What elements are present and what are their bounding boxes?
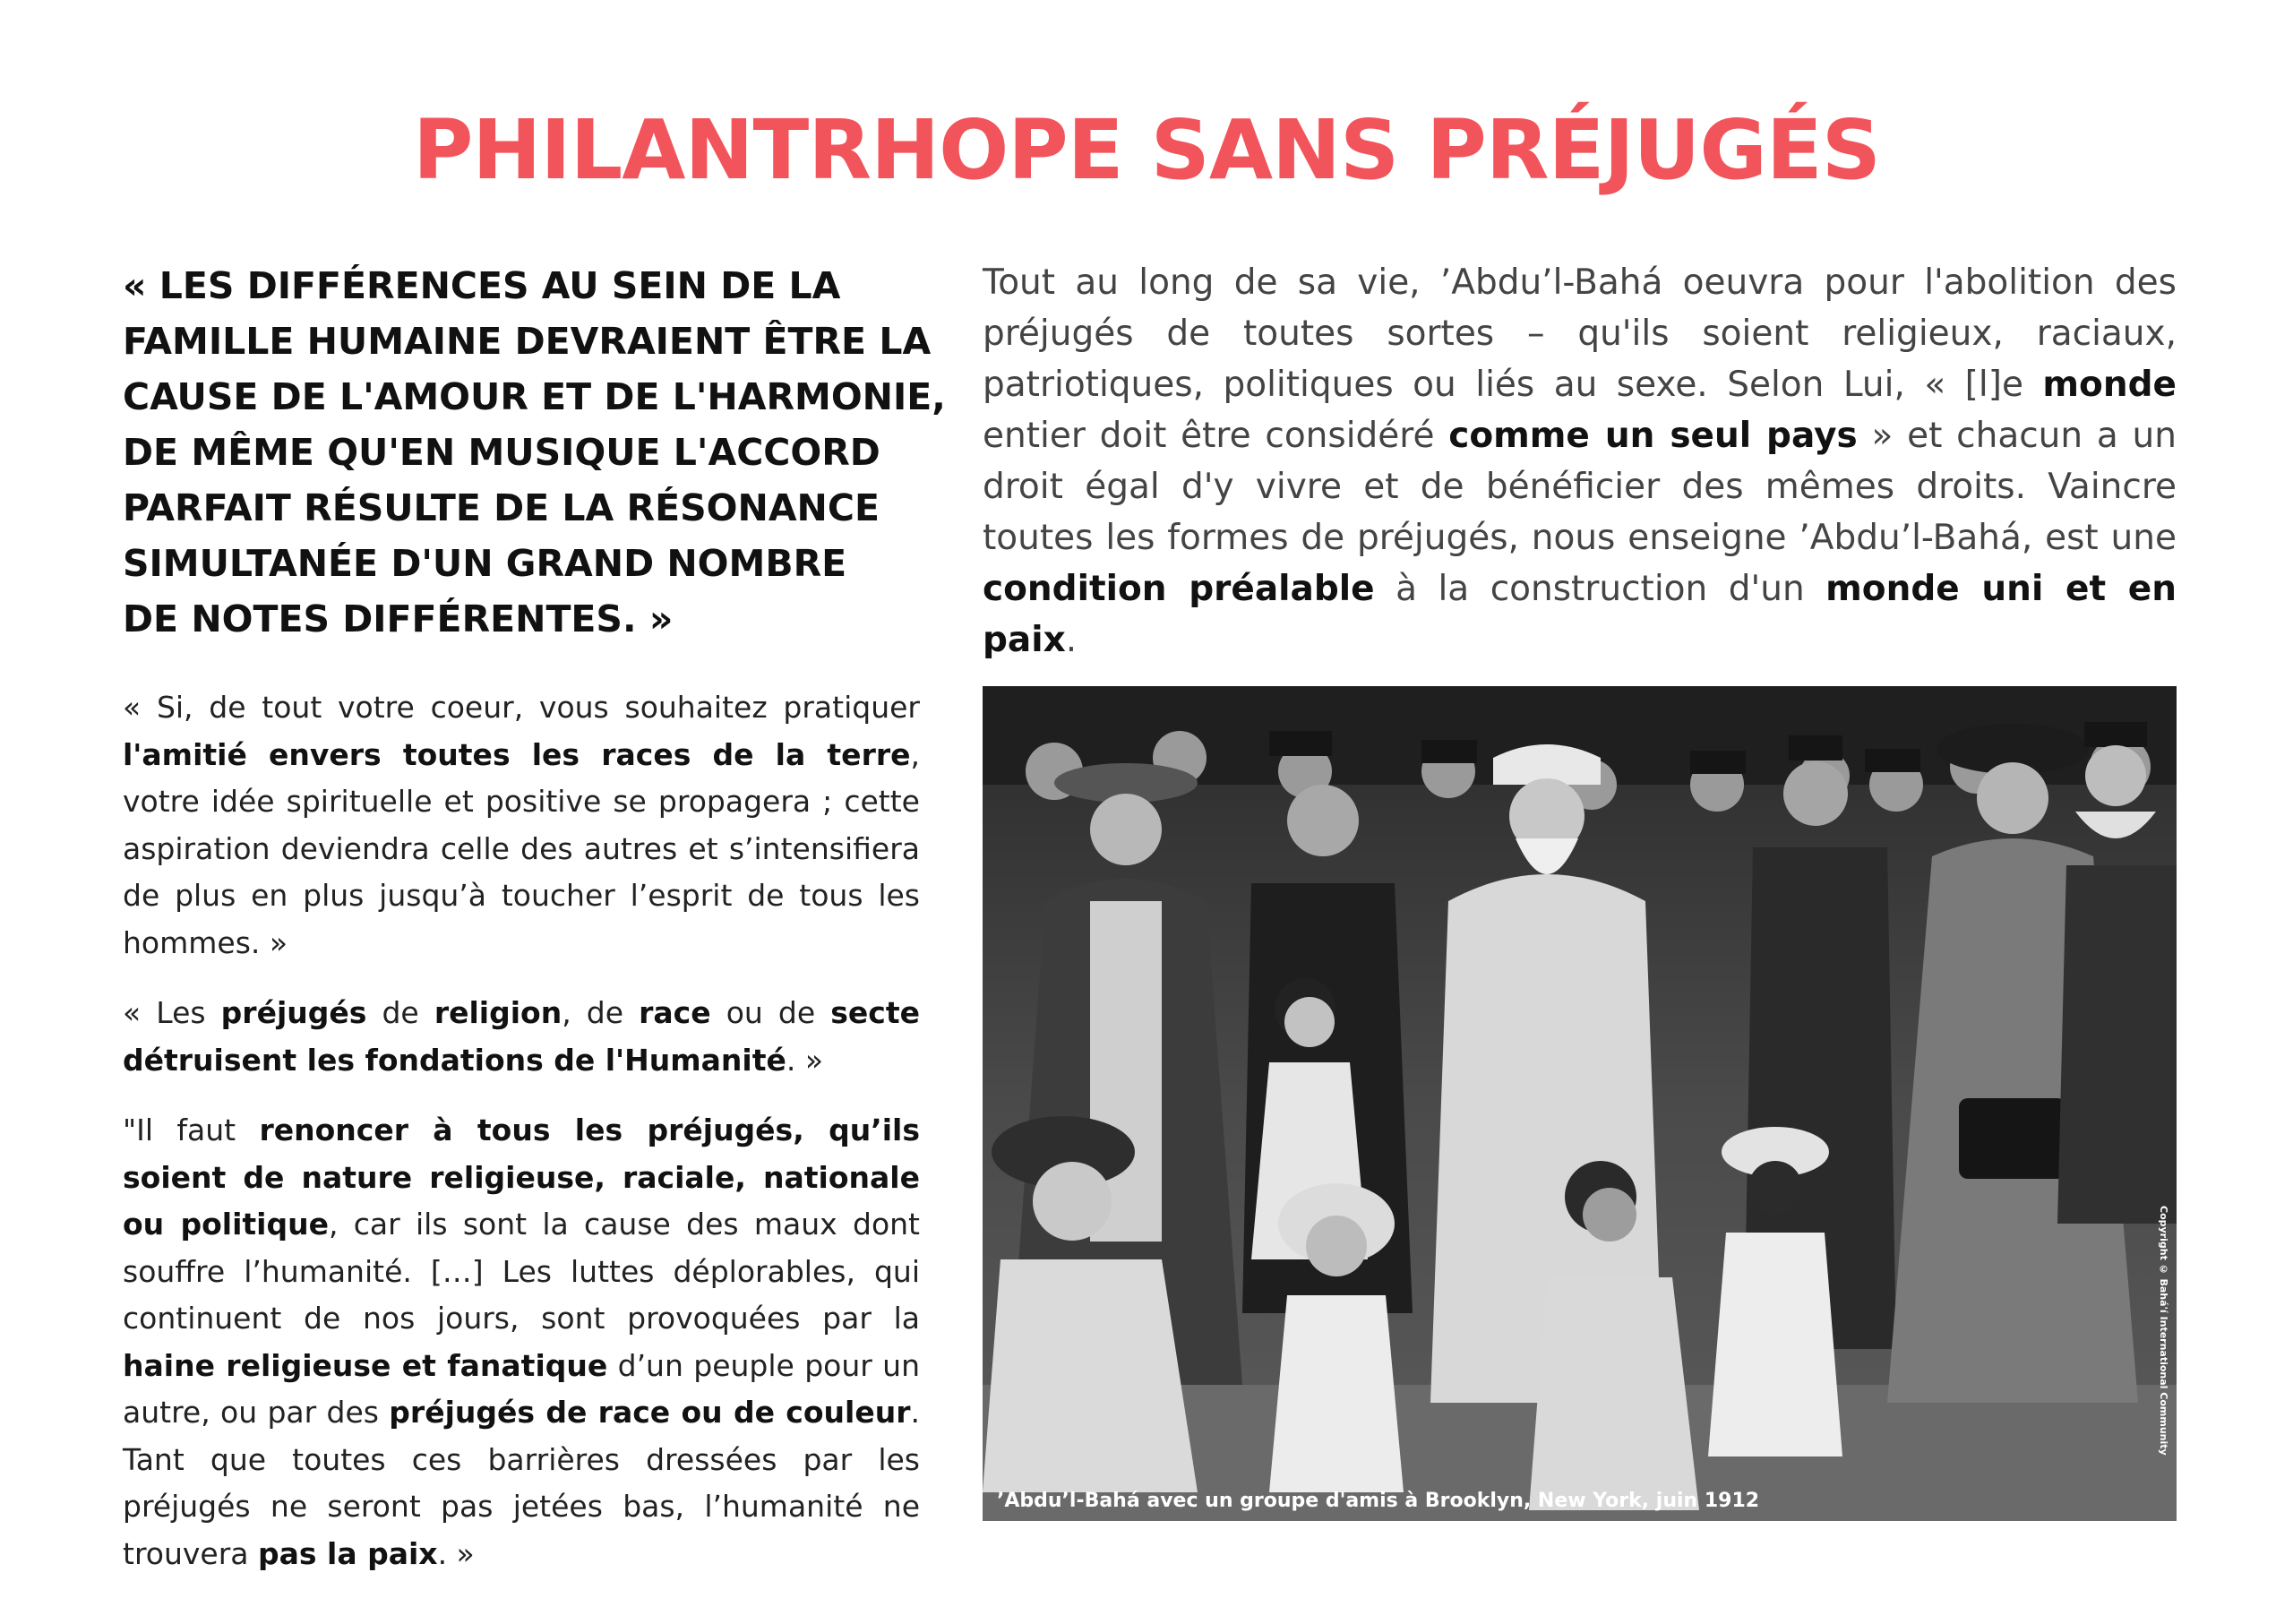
bold-term: monde uni et en paix (983, 569, 2177, 660)
bold-term: comme un seul pays (1448, 416, 1858, 456)
photo-caption: ’Abdu’l-Bahá avec un groupe d'amis à Brooklyn, New York, juin 1912 (997, 1490, 1760, 1512)
quote-line: CAUSE DE L'AMOUR ET DE L'HARMONIE, (123, 375, 946, 418)
photo-illustration (983, 686, 2177, 1521)
page-title: PHILANTRHOPE SANS PRÉJUGÉS (413, 102, 1880, 198)
quote-paragraph-1: « Si, de tout votre coeur, vous souhaitez pratiquer l'amitié envers toutes les races de la terre, votre idée spirituelle et positive se propagera ; cette aspiration deviendra celle des autres et s’intensifiera de plus en plus jusqu’à toucher l’esprit de tous les hommes. » (123, 690, 920, 960)
quotes-column (123, 684, 920, 1601)
bold-term: monde (2042, 365, 2177, 405)
intro-paragraph: Tout au long de sa vie, ’Abdu’l-Bahá oeuvra pour l'abolition des préjugés de toutes sortes – qu'ils soient religieux, raciaux, patriotiques, politiques ou liés au sexe. Selon Lui, « [l]e monde entier doit être considéré comme un seul pays » et chacun a un droit égal d'y vivre et de bénéficier des mêmes droits. Vaincre toutes les formes de préjugés, nous enseigne ’Abdu’l-Bahá, est une condition préalable à la construction d'un monde uni et en paix. (983, 262, 2177, 660)
quote-paragraph-2: « Les préjugés de religion, de race ou de secte détruisent les fondations de l'Humanité. » (123, 995, 920, 1078)
bold-term: condition préalable (983, 569, 1375, 609)
quote-line: DE NOTES DIFFÉRENTES. » (123, 597, 674, 640)
featured-quote (123, 258, 946, 647)
quote-line: DE MÊME QU'EN MUSIQUE L'ACCORD (123, 431, 880, 474)
group-photo (983, 686, 2177, 1521)
photo-copyright: Copyright © Bahá'í International Community (2158, 1206, 2169, 1456)
quote-line: FAMILLE HUMAINE DEVRAIENT ÊTRE LA (123, 320, 932, 363)
quote-paragraph-3: "Il faut renoncer à tous les préjugés, qu’ils soient de nature religieuse, raciale, nationale ou politique, car ils sont la cause des maux dont souffre l’humanité. […] Les luttes déplorables, qui continuent de nos jours, sont provoquées par la haine religieuse et fanatique d’un peuple pour un autre, ou par des préjugés de race ou de couleur. Tant que toutes ces barrières dressées par les préjugés ne seront pas jetées bas, l’humanité ne trouvera pas la paix. » (123, 1113, 920, 1571)
quote-line: SIMULTANÉE D'UN GRAND NOMBRE (123, 542, 847, 585)
quote-line: PARFAIT RÉSULTE DE LA RÉSONANCE (123, 486, 880, 529)
quote-line: « LES DIFFÉRENCES AU SEIN DE LA (123, 264, 841, 307)
